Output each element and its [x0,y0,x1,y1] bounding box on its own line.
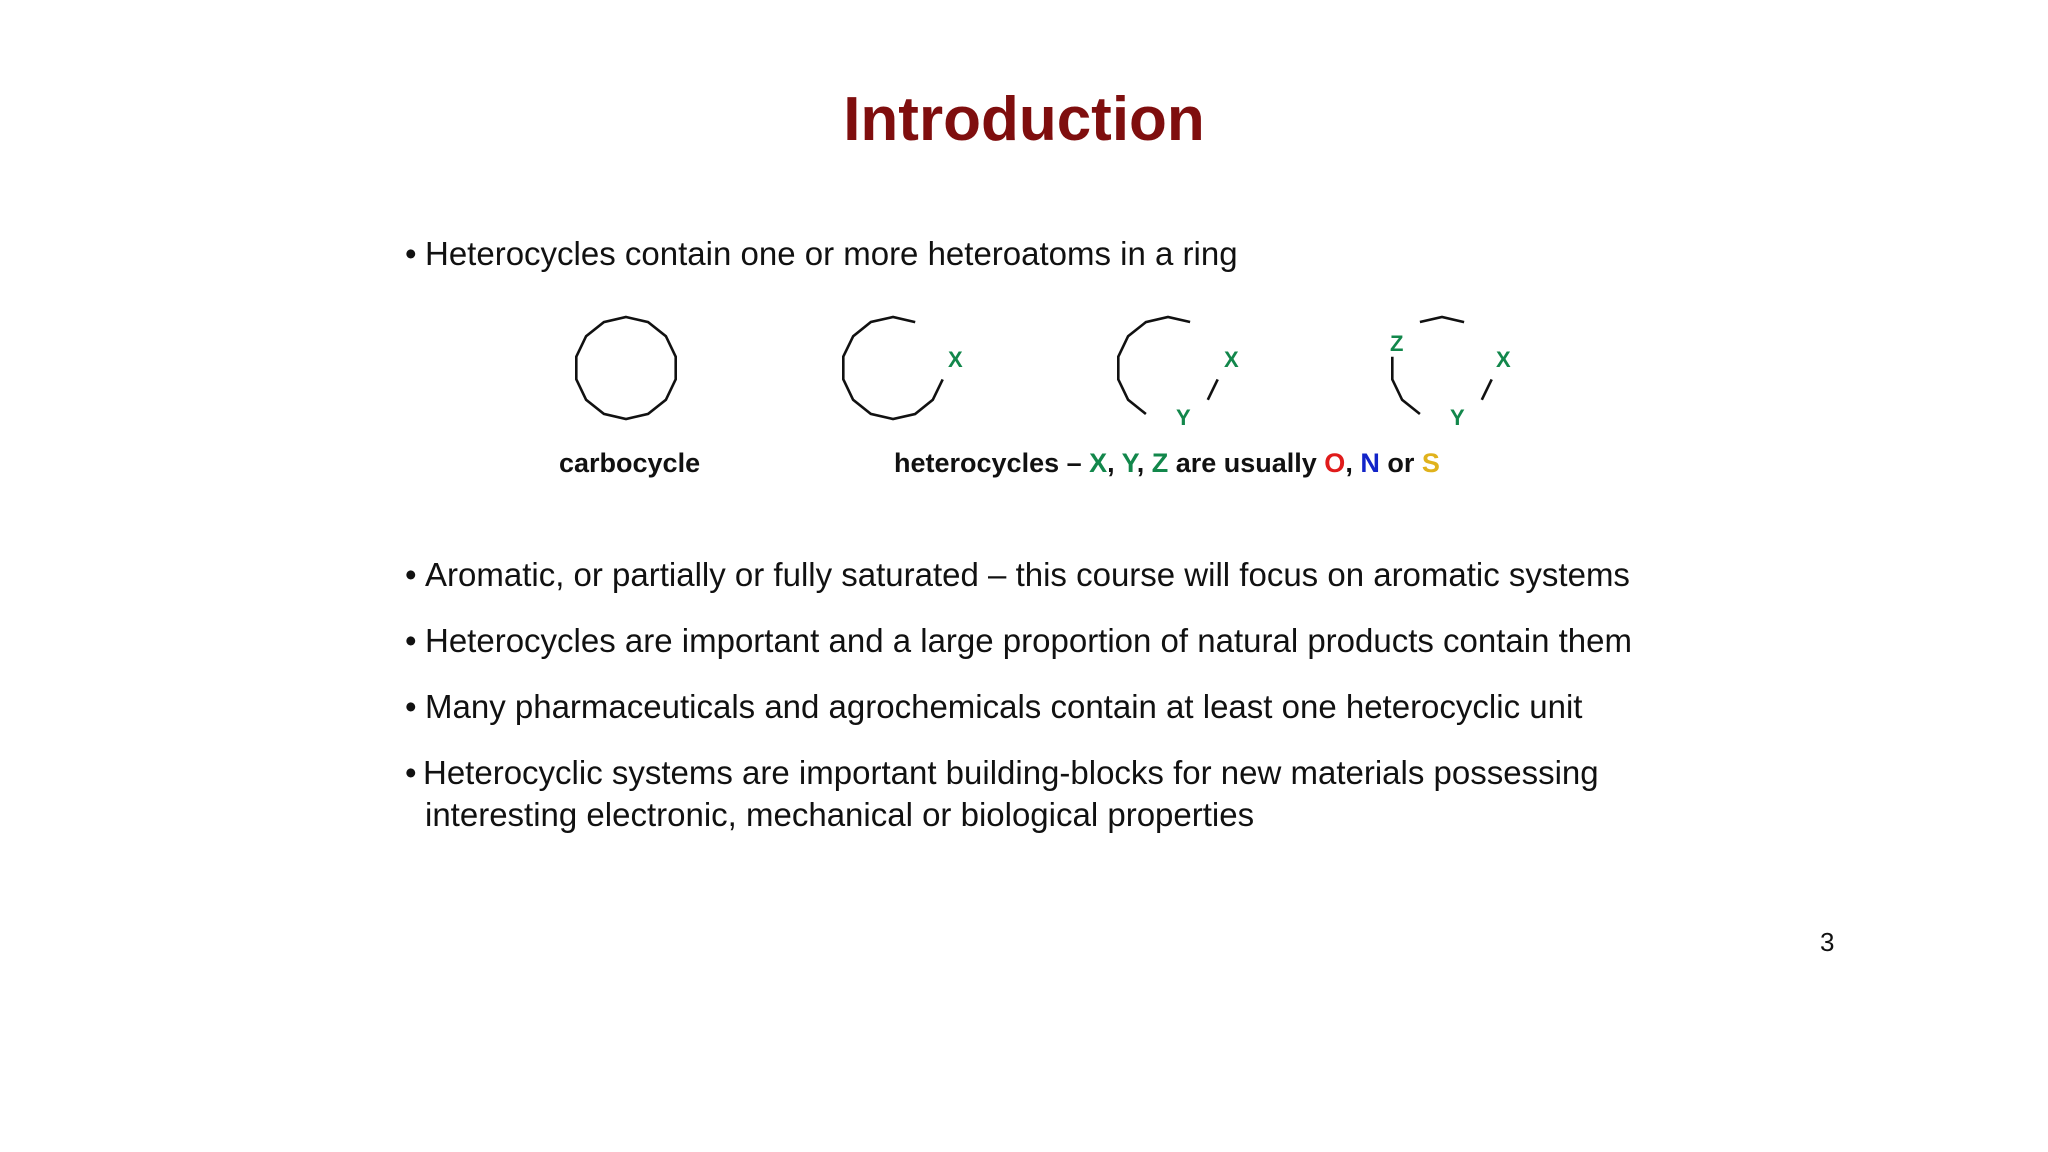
caption-sulfur: S [1421,448,1440,478]
carbocycle-ring-shape [576,317,675,419]
caption-carbocycle: carbocycle [559,448,701,478]
caption-oxygen: O [1324,448,1346,478]
heterocycle-ring-xy [1118,317,1217,414]
caption-z: Z [1151,448,1169,478]
bullet-aromatic [405,554,1630,596]
bullet-text: Heterocycles contain one or more heteroatoms in a ring [425,235,1238,272]
ring3-label-x: X [1224,347,1239,372]
heterocycle-ring-xyz-shape-b [1392,357,1420,414]
bullet-heterocycles-definition [405,233,1238,275]
ring4-label-x: X [1496,347,1511,372]
bullet-marker: • [405,622,417,659]
heterocycle-ring-xy-shape-a [1208,379,1218,399]
bullet-marker: • [405,556,417,593]
bullet-natural-products [405,620,1632,662]
caption-y: Y [1121,448,1137,478]
carbocycle-ring [576,317,675,419]
heterocycle-ring-xyz-shape-c [1420,317,1464,322]
bullet-text: Aromatic, or partially or fully saturated – this course will focus on aromatic systems [425,556,1630,593]
ring4-label-z: Z [1390,331,1404,356]
heterocycle-ring-xy-shape-b [1118,317,1190,414]
caption-nitrogen: N [1360,448,1380,478]
ring3-label-y: Y [1176,405,1191,430]
caption-heterocycles [894,446,1440,480]
caption-x: X [1089,448,1108,478]
caption-or: or [1379,448,1422,478]
bullet-pharmaceuticals [405,686,1582,728]
ring2-label-x: X [948,347,963,372]
bullet-text: Many pharmaceuticals and agrochemicals contain at least one heterocyclic unit [425,688,1583,725]
heterocycle-ring-x [843,317,942,419]
heterocycle-ring-x-shape [843,317,942,419]
bullet-marker: • [405,688,417,725]
caption-prefix: heterocycles – [894,448,1090,478]
bullet-materials [405,752,1599,836]
bullet-text-line1: Heterocyclic systems are important building-blocks for new materials possessing [423,754,1599,791]
heterocycle-ring-xyz [1392,317,1491,414]
caption-sep2: , [1136,448,1152,478]
bullet-marker: • [405,235,417,272]
slide-title: Introduction [843,85,1205,154]
page-number: 3 [1820,927,1835,957]
heterocycle-ring-xyz-shape-a [1482,379,1492,399]
caption-middle: are usually [1168,448,1325,478]
ring4-label-y: Y [1450,405,1465,430]
caption-sep1: , [1107,448,1122,478]
bullet-text-line2: interesting electronic, mechanical or biological properties [425,796,1255,833]
bullet-text: Heterocycles are important and a large proportion of natural products contain them [425,622,1632,659]
bullet-marker: • [405,754,417,791]
caption-sep3: , [1345,448,1361,478]
